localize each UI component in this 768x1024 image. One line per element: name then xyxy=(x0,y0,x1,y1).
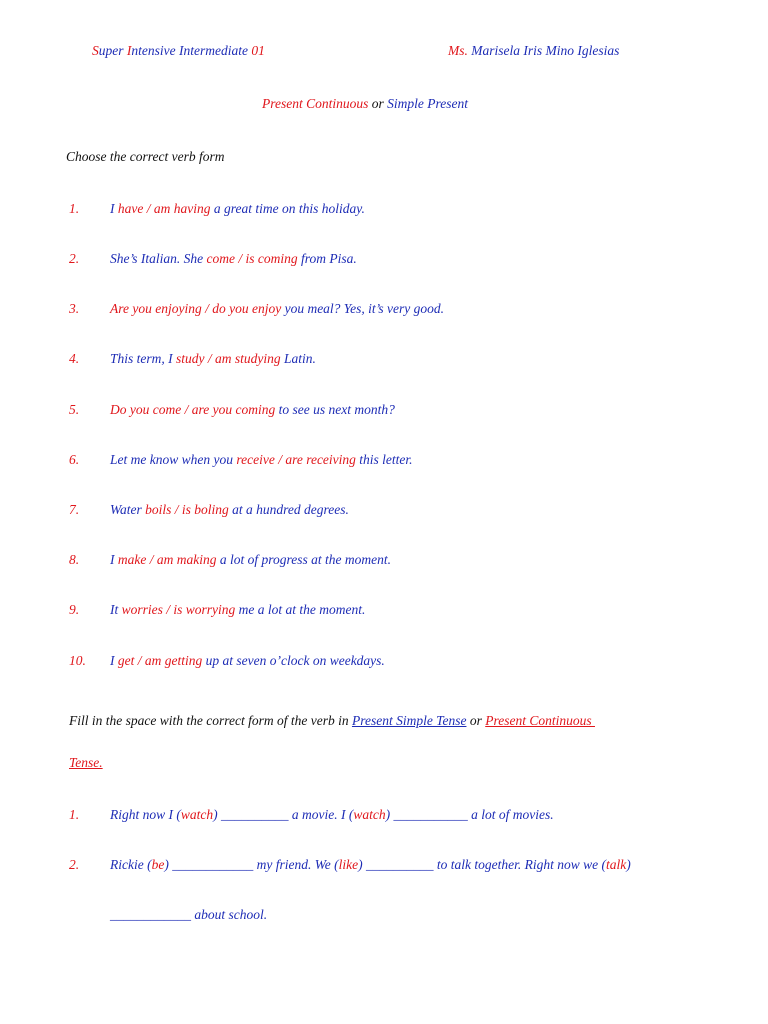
sentence-text: at a hundred degrees. xyxy=(228,502,349,517)
title-part: Simple Present xyxy=(387,96,468,111)
sentence-text: Water xyxy=(110,502,146,517)
sentence-text: She’s Italian. She xyxy=(110,251,207,266)
verb-choice: boils / is boling xyxy=(145,502,229,517)
exercise-sentence xyxy=(110,601,365,619)
item-number: 5. xyxy=(69,402,80,417)
verb-choice: come / is coming xyxy=(206,251,298,266)
fill-in-sentence xyxy=(110,906,267,924)
item-number: 9. xyxy=(69,602,80,617)
sentence-text: I xyxy=(110,552,118,567)
exercise-sentence xyxy=(110,401,395,419)
fill-in-sentence xyxy=(110,806,554,824)
exercise-sentence xyxy=(110,350,316,368)
item-number: 2. xyxy=(69,251,80,266)
sentence-text: a great time on this holiday. xyxy=(210,201,365,216)
item-number: 7. xyxy=(69,502,80,517)
sentence-text: ) __________ to talk together. Right now we ( xyxy=(358,857,606,872)
title-part: Present Continuous xyxy=(262,96,369,111)
verb-prompt: watch xyxy=(353,807,386,822)
sentence-text: It xyxy=(110,602,122,617)
course-title-initial-s: S xyxy=(92,43,99,58)
instruction-tense-word: Tense. xyxy=(69,755,103,770)
teacher-name xyxy=(448,42,619,60)
exercise-sentence xyxy=(110,652,385,670)
item-number: 1. xyxy=(69,807,80,822)
teacher-fullname: Marisela Iris Mino Iglesias xyxy=(467,43,620,58)
verb-choice: study / am studying xyxy=(176,351,281,366)
verb-choice: get / am getting xyxy=(117,653,203,668)
verb-choice: Do you come / are you coming xyxy=(110,402,276,417)
sentence-text: from Pisa. xyxy=(297,251,357,266)
sentence-text: Rickie ( xyxy=(110,857,152,872)
title-part: or xyxy=(368,96,388,111)
sentence-text: Let me know when you xyxy=(110,452,237,467)
course-title-initial-i: I xyxy=(126,43,132,58)
item-number: 2. xyxy=(69,857,80,872)
exercise-sentence xyxy=(110,451,413,469)
sentence-text: Right now I ( xyxy=(110,807,181,822)
sentence-text: to see us next month? xyxy=(275,402,395,417)
verb-prompt: be xyxy=(151,857,165,872)
sentence-text: you meal? Yes, it’s very good. xyxy=(281,301,444,316)
item-number: 4. xyxy=(69,351,80,366)
section1-instruction: Choose the correct verb form xyxy=(66,149,225,164)
exercise-sentence xyxy=(110,501,349,519)
sentence-text: ) ___________ a lot of movies. xyxy=(385,807,554,822)
instruction-tense-simple: Present Simple Tense xyxy=(351,713,467,728)
verb-choice: have / am having xyxy=(117,201,211,216)
exercise-sentence xyxy=(110,200,365,218)
exercise-sentence xyxy=(110,300,444,318)
sentence-text: ) xyxy=(626,857,631,872)
verb-choice: Are you enjoying / do you enjoy xyxy=(110,301,282,316)
verb-prompt: watch xyxy=(180,807,214,822)
sentence-text: ) ____________ my friend. We ( xyxy=(164,857,339,872)
verb-prompt: like xyxy=(338,857,359,872)
section2-instruction xyxy=(69,712,595,730)
teacher-title: Ms. xyxy=(448,43,468,58)
sentence-text: This term, I xyxy=(110,351,177,366)
verb-choice: worries / is worrying xyxy=(121,602,236,617)
sentence-text: this letter. xyxy=(355,452,413,467)
item-number: 10. xyxy=(69,653,86,668)
sentence-text: I xyxy=(110,201,118,216)
item-number: 3. xyxy=(69,301,80,316)
instruction-part: Fill in the space with the correct form of the verb in xyxy=(69,713,352,728)
item-number: 8. xyxy=(69,552,80,567)
course-title-part: ntensive Intermediate xyxy=(131,43,252,58)
verb-prompt: talk xyxy=(605,857,627,872)
verb-choice: make / am making xyxy=(117,552,217,567)
verb-choice: receive / are receiving xyxy=(236,452,356,467)
instruction-tense-continuous: Present Continuous xyxy=(485,713,595,728)
course-number: 01 xyxy=(251,43,265,58)
sentence-text: ____________ about school. xyxy=(110,907,268,922)
sentence-text: me a lot at the moment. xyxy=(235,602,366,617)
instruction-part: or xyxy=(466,713,486,728)
exercise-sentence xyxy=(110,551,391,569)
course-title-part: uper xyxy=(98,43,127,58)
item-number: 1. xyxy=(69,201,80,216)
course-title xyxy=(92,42,265,60)
sentence-text: up at seven o’clock on weekdays. xyxy=(202,653,385,668)
worksheet-title xyxy=(262,95,468,113)
exercise-sentence xyxy=(110,250,357,268)
fill-in-sentence xyxy=(110,856,631,874)
sentence-text: I xyxy=(110,653,118,668)
sentence-text: a lot of progress at the moment. xyxy=(216,552,391,567)
sentence-text: ) __________ a movie. I ( xyxy=(213,807,354,822)
item-number: 6. xyxy=(69,452,80,467)
sentence-text: Latin. xyxy=(280,351,316,366)
